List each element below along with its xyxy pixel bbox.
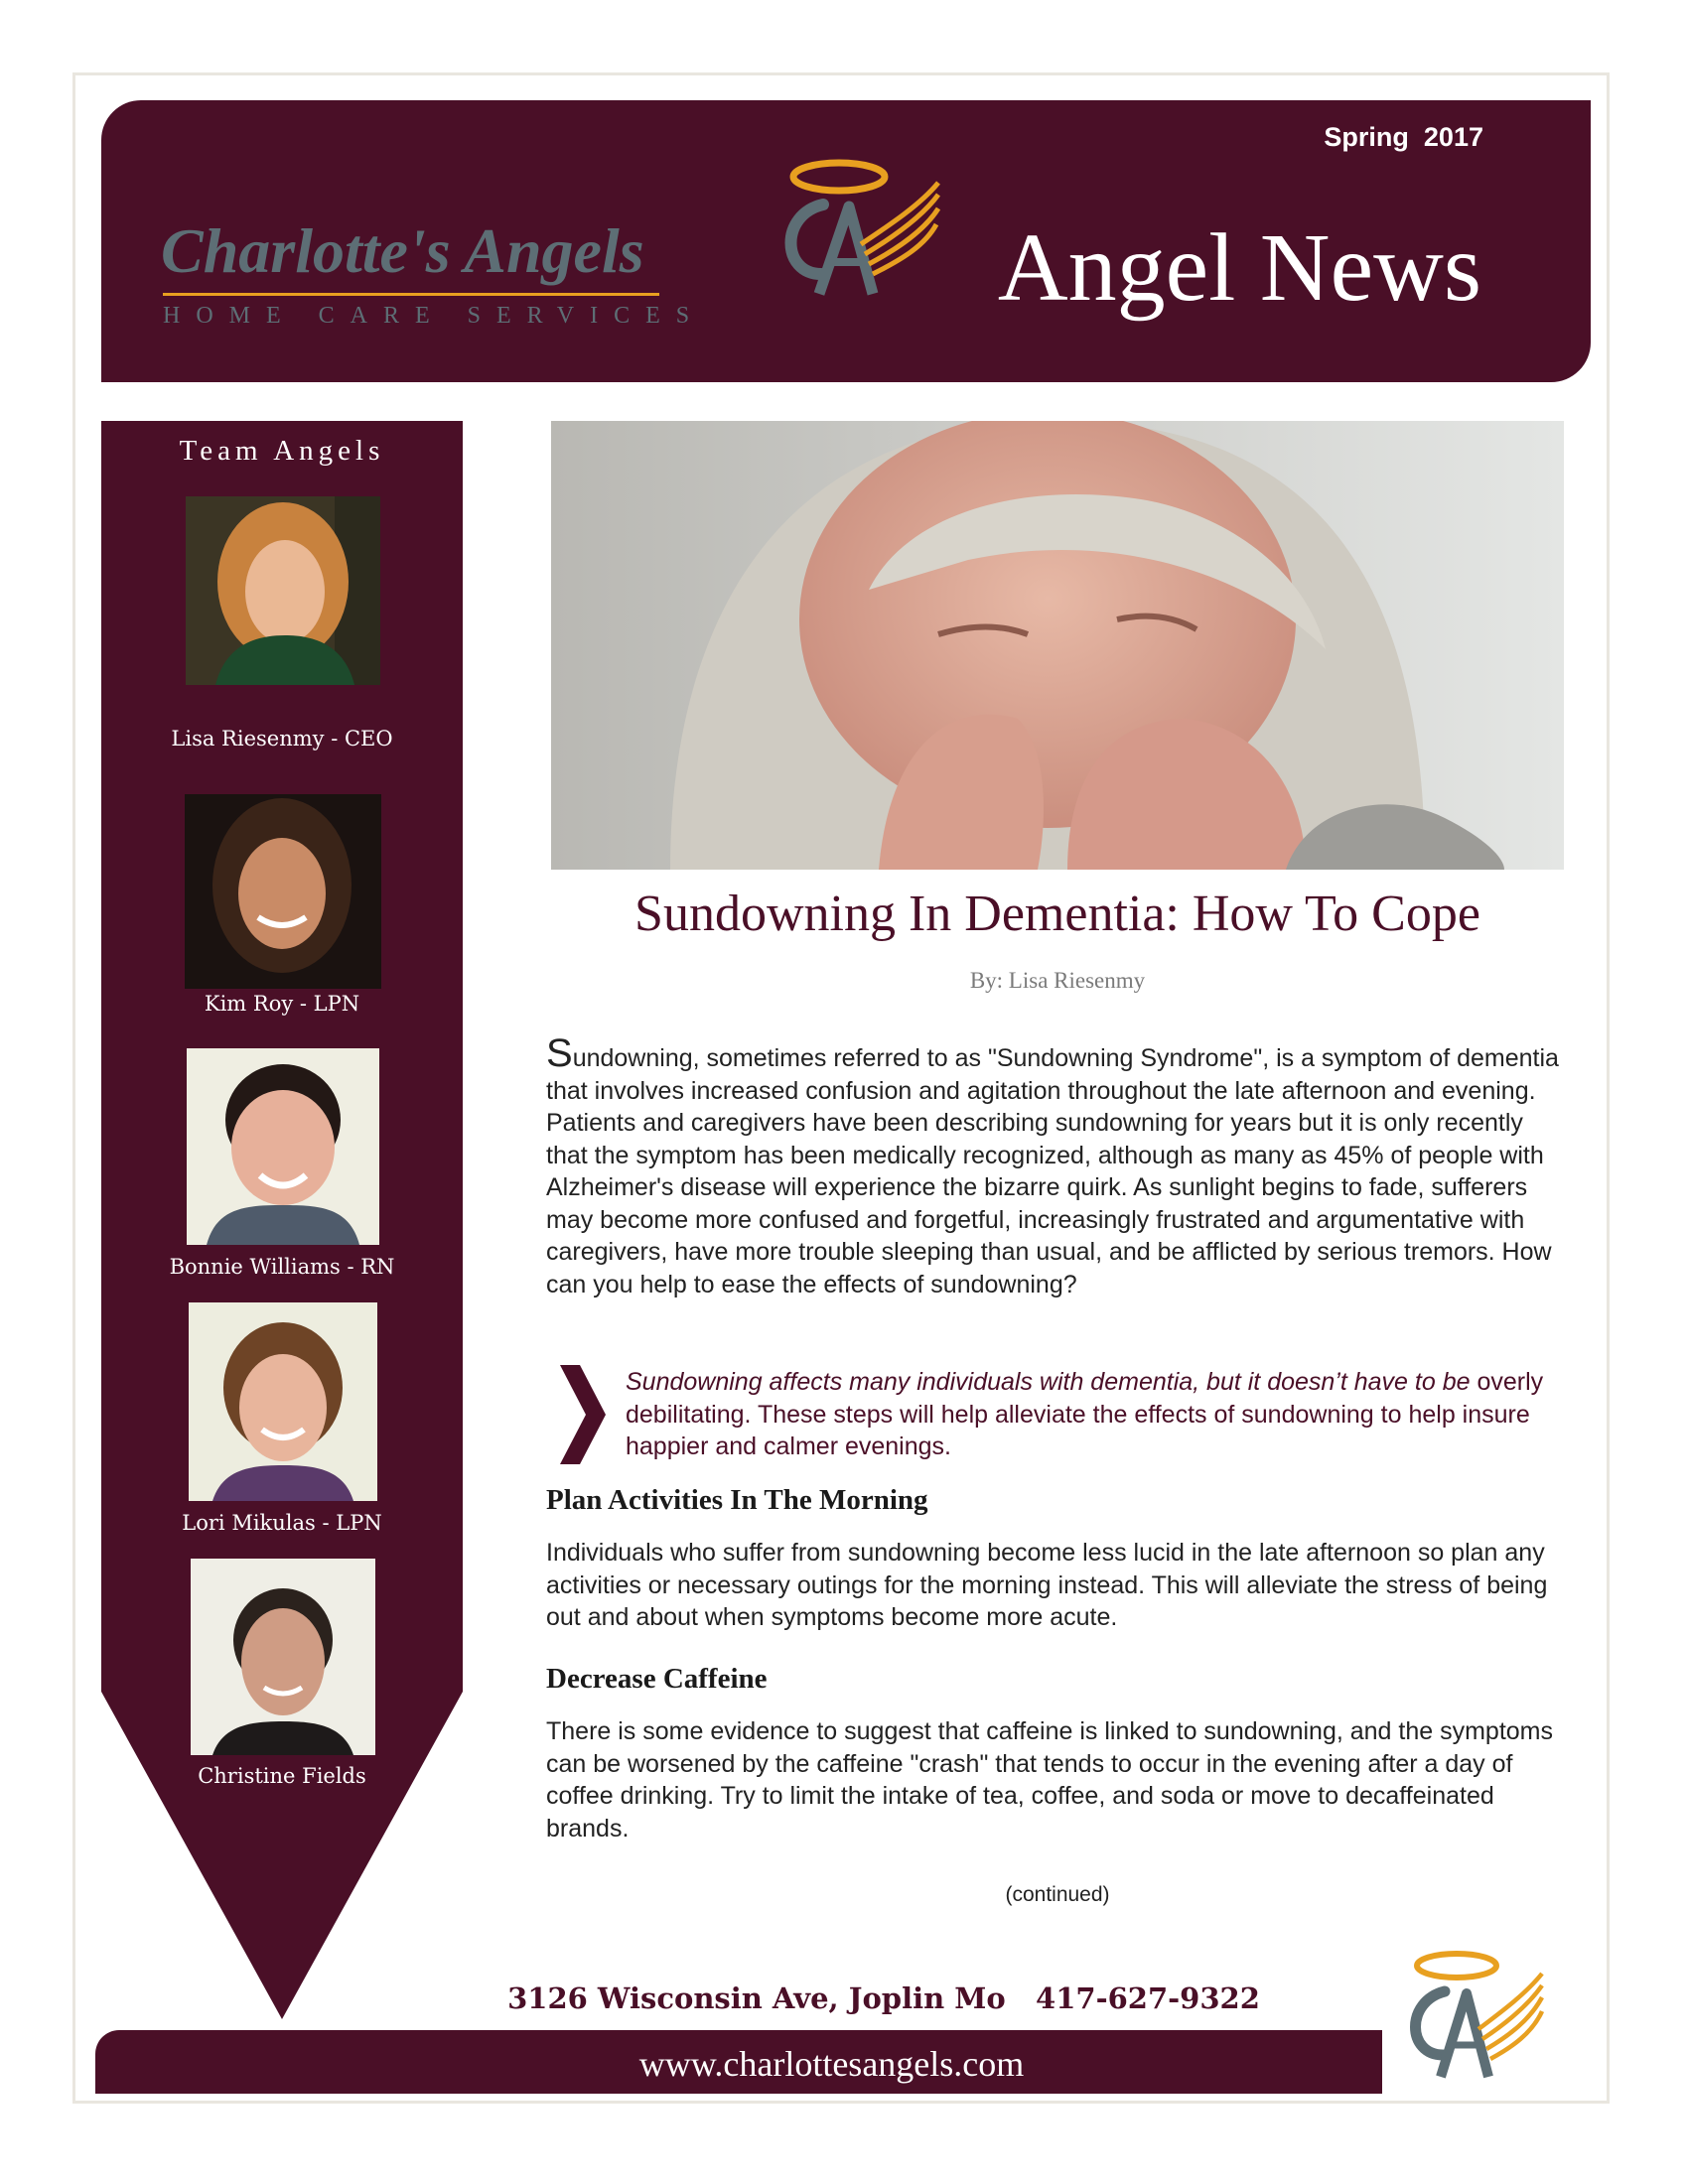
member-photo-kim — [185, 794, 381, 989]
article-byline: By: Lisa Riesenmy — [969, 968, 1146, 993]
section-text: Individuals who suffer from sundowning become less lucid in the late afternoon so plan any activities or necessary outings for the morning instead. This will alleviate the stress of being out and about when symptoms become more acute. — [546, 1539, 1548, 1631]
member-name: Lisa Riesenmy - CEO — [171, 727, 393, 751]
pull-quote-italic: Sundowning affects many individuals with dementia, but it doesn’t have to be — [626, 1368, 1471, 1396]
article-intro — [546, 1031, 1569, 1300]
angel-logo-icon — [762, 155, 940, 309]
member-photo-lori — [189, 1302, 377, 1501]
issue-date: Spring 2017 — [1324, 122, 1483, 152]
pull-quote-text: overly debilitating. These steps will help alleviate the effects of sundowning to help insure happier and calmer evenings. — [626, 1368, 1544, 1460]
member-photo-christine — [191, 1559, 375, 1755]
section-heading: Plan Activities In The Morning — [546, 1484, 928, 1516]
website-link[interactable]: www.charlottesangels.com — [638, 2044, 1025, 2084]
member-name: Lori Mikulas - LPN — [182, 1511, 382, 1535]
intro-text: undowning, sometimes referred to as "Sundowning Syndrome", is a symptom of dementia that involves increased confusion and agitation throughout the late afternoon and evening. Patients and caregivers have been describing sundowning for years but it is only recently that the symptom has been medically recognized, although as many as 45% of people with Alzheimer's disease will experience the bizarre quirk. As sunlight begins to fade, sufferers may become more confused and forgetful, increasingly frustrated and argumentative with caregivers, have more trouble sleeping than usual, and be afflicted by serious tremors. How can you help to ease the effects of sundowning? — [546, 1044, 1559, 1298]
newsletter-title: Angel News — [997, 214, 1481, 322]
team-sidebar — [101, 421, 463, 2019]
masthead — [101, 100, 1591, 382]
section-heading: Decrease Caffeine — [546, 1663, 768, 1695]
angel-logo-icon — [1395, 1946, 1544, 2090]
section-text: There is some evidence to suggest that caffeine is linked to sundowning, and the symptoms can be worsened by the caffeine "crash" that tends to occur in the evening after a day of coffee drinking. Try to limit the intake of tea, coffee, and soda or move to decaffeinated brands. — [546, 1717, 1554, 1843]
member-name: Christine Fields — [198, 1764, 366, 1788]
sidebar-heading: Team Angels — [179, 435, 385, 467]
member-photo-bonnie — [187, 1048, 379, 1245]
brand-name: Charlotte's Angels — [161, 215, 644, 286]
drop-cap: S — [546, 1031, 573, 1075]
member-name: Bonnie Williams - RN — [169, 1255, 395, 1279]
member-name: Kim Roy - LPN — [204, 992, 360, 1016]
continued-note: (continued) — [1005, 1883, 1110, 1906]
brand-underline — [163, 293, 659, 296]
brand-subtitle: HOME CARE SERVICES — [163, 303, 706, 329]
hero-photo — [551, 421, 1564, 870]
brand-logo — [161, 215, 706, 339]
chevron-quote-mark-icon — [558, 1365, 608, 1464]
member-photo-lisa — [186, 496, 380, 685]
pull-quote — [626, 1366, 1579, 1463]
footer-url-box — [586, 2034, 1077, 2092]
article-title: Sundowning In Dementia: How To Cope — [634, 886, 1480, 942]
footer-address: 3126 Wisconsin Ave, Joplin Mo 417-627-9322 — [507, 1981, 1260, 2015]
